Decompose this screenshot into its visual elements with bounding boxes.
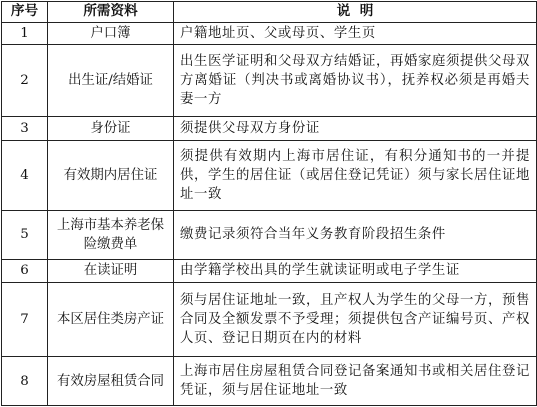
row-description: 须提供父母双方身份证 bbox=[174, 117, 537, 140]
table-row bbox=[2, 23, 537, 45]
row-document: 在读证明 bbox=[48, 259, 174, 282]
table-header bbox=[2, 2, 537, 23]
table-row bbox=[2, 117, 537, 140]
table-row bbox=[2, 357, 537, 406]
row-number: 1 bbox=[2, 23, 48, 45]
row-description: 缴费记录须符合当年义务教育阶段招生条件 bbox=[174, 210, 537, 259]
row-description: 由学籍学校出具的学生就读证明或电子学生证 bbox=[174, 259, 537, 282]
table-row bbox=[2, 45, 537, 117]
table-row bbox=[2, 282, 537, 356]
row-description: 上海市居住房屋租赁合同登记备案通知书或相关居住登记凭证，须与居住证地址一致 bbox=[174, 357, 537, 406]
table-body bbox=[2, 23, 537, 406]
row-document: 身份证 bbox=[48, 117, 174, 140]
row-document: 有效房屋租赁合同 bbox=[48, 357, 174, 406]
row-document: 户口簿 bbox=[48, 23, 174, 45]
row-number: 5 bbox=[2, 210, 48, 259]
row-document: 上海市基本养老保险缴费单 bbox=[48, 210, 174, 259]
row-number: 2 bbox=[2, 45, 48, 117]
row-document: 出生证/结婚证 bbox=[48, 45, 174, 117]
table-row bbox=[2, 210, 537, 259]
row-number: 7 bbox=[2, 282, 48, 356]
required-documents-table bbox=[1, 1, 537, 406]
row-number: 8 bbox=[2, 357, 48, 406]
header-required-documents: 所需资料 bbox=[48, 2, 174, 23]
header-serial-number: 序号 bbox=[2, 2, 48, 23]
header-description: 说 明 bbox=[174, 2, 537, 23]
row-document: 有效期内居住证 bbox=[48, 140, 174, 210]
row-description: 出生医学证明和父母双方结婚证，再婚家庭须提供父母双方离婚证（判决书或离婚协议书），抚养权必须是再婚夫妻一方 bbox=[174, 45, 537, 117]
table-row bbox=[2, 259, 537, 282]
table-row bbox=[2, 140, 537, 210]
row-number: 3 bbox=[2, 117, 48, 140]
header-row bbox=[2, 2, 537, 23]
row-number: 4 bbox=[2, 140, 48, 210]
row-description: 须提供有效期内上海市居住证，有积分通知书的一并提供，学生的居住证（或居住登记凭证）须与家长居住证地址一致 bbox=[174, 140, 537, 210]
row-description: 须与居住证地址一致，且产权人为学生的父母一方，预售合同及全额发票不予受理；须提供包含产证编号页、产权人页、登记日期页在内的材料 bbox=[174, 282, 537, 356]
row-description: 户籍地址页、父或母页、学生页 bbox=[174, 23, 537, 45]
row-number: 6 bbox=[2, 259, 48, 282]
row-document: 本区居住类房产证 bbox=[48, 282, 174, 356]
